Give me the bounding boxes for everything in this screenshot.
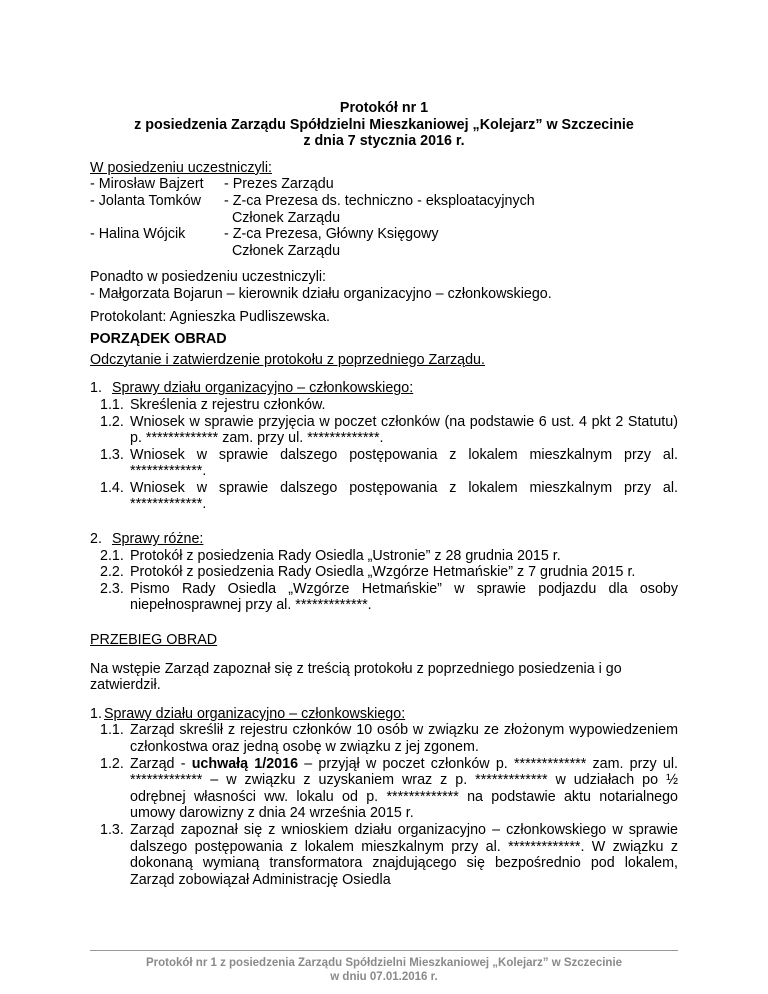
proceedings-heading: PRZEBIEG OBRAD xyxy=(90,632,218,649)
participant-row xyxy=(90,176,678,193)
resolution-post: – przyjął w poczet członków p. ************* zam. przy ul. ************* – w związku z uzyskaniem wraz z p. ************* w udziałach po ½ odrębnej własności ww. lokalu od p. ************* na podstawie aktu notarialnego umowy darowizny z dnia 24 września 2015 r. xyxy=(130,755,679,822)
participant-name: - Mirosław Bajzert xyxy=(90,176,204,193)
protocolist: Protokolant: Agnieszka Pudliszewska. xyxy=(90,308,330,325)
agenda-section xyxy=(90,531,678,548)
proceedings-item-number: 1.3. xyxy=(100,821,124,838)
participant-role: Członek Zarządu xyxy=(224,209,341,226)
proceedings-item-number: 1.1. xyxy=(100,722,124,739)
participant-role: - Prezes Zarządu xyxy=(224,176,334,193)
agenda-item-number: 2.2. xyxy=(100,564,124,581)
participant-role: - Z-ca Prezesa, Główny Księgowy xyxy=(224,226,439,243)
proceedings-item xyxy=(100,722,678,755)
title-line-1: Protokół nr 1 xyxy=(339,100,429,116)
agenda-item-number: 1.4. xyxy=(100,479,124,496)
also-heading: Ponadto w posiedzeniu uczestniczyli: xyxy=(90,269,327,286)
agenda-section-number: 1. xyxy=(90,380,102,397)
participant-name: - Jolanta Tomków xyxy=(90,192,201,209)
proceedings-intro: Na wstępie Zarząd zapoznał się z treścią protokołu z poprzedniego posiedzenia i go zatwierdził. xyxy=(90,660,622,694)
participant-row xyxy=(90,226,678,259)
proceedings-item xyxy=(100,756,678,822)
page-footer xyxy=(90,956,678,984)
agenda-item-text: Wniosek w sprawie dalszego postępowania z lokalem mieszkalnym przy al. *************. xyxy=(130,479,678,513)
agenda-item-text: Pismo Rady Osiedla „Wzgórze Hetmańskie” w sprawie podjazdu dla osoby niepełnosprawnej przy al. *************. xyxy=(130,580,678,614)
agenda-item xyxy=(100,581,678,614)
agenda-item xyxy=(100,564,678,581)
document-title xyxy=(90,100,678,150)
agenda-section-number: 2. xyxy=(90,531,102,548)
agenda-item-text: Wniosek w sprawie przyjęcia w poczet członków (na podstawie 6 ust. 4 pkt 2 Statutu) p. ************* zam. przy ul. *************. xyxy=(130,413,678,447)
resolution-pre: Zarząd - xyxy=(130,755,192,772)
participants-heading: W posiedzeniu uczestniczyli: xyxy=(90,159,272,176)
agenda-section-title: Sprawy działu organizacyjno – członkowskiego: xyxy=(112,380,414,397)
title-line-3: z dnia 7 stycznia 2016 r. xyxy=(303,133,465,150)
title-line-2: z posiedzenia Zarządu Spółdzielni Mieszkaniowej „Kolejarz” w Szczecinie xyxy=(134,116,634,133)
agenda-section-title: Sprawy różne: xyxy=(112,531,204,548)
agenda-item xyxy=(100,548,678,565)
document-content xyxy=(90,100,678,888)
agenda-item-number: 1.1. xyxy=(100,396,124,413)
agenda-intro: Odczytanie i zatwierdzenie protokołu z poprzedniego Zarządu. xyxy=(90,351,485,368)
agenda-item-text: Skreślenia z rejestru członków. xyxy=(130,396,326,413)
agenda-item xyxy=(100,397,678,414)
proceedings-item-text xyxy=(130,756,678,822)
proceedings-item xyxy=(100,822,678,888)
participant-role: Członek Zarządu xyxy=(224,242,341,259)
agenda-item-number: 1.2. xyxy=(100,413,124,430)
participant-role: - Z-ca Prezesa ds. techniczno - eksploatacyjnych xyxy=(224,192,535,209)
agenda-heading: PORZĄDEK OBRAD xyxy=(90,331,227,348)
resolution-number: uchwałą 1/2016 xyxy=(191,755,299,772)
footer-line-1: Protokół nr 1 z posiedzenia Zarządu Spółdzielni Mieszkaniowej „Kolejarz” w Szczecinie xyxy=(145,957,623,969)
agenda-item xyxy=(100,480,678,513)
participant-name: - Halina Wójcik xyxy=(90,226,186,243)
also-line: - Małgorzata Bojarun – kierownik działu organizacyjno – członkowskiego. xyxy=(90,285,552,302)
agenda-item-number: 2.3. xyxy=(100,580,124,597)
footer-line-2: w dniu 07.01.2016 r. xyxy=(330,971,438,983)
agenda-item-text: Wniosek w sprawie dalszego postępowania z lokalem mieszkalnym przy al. *************. xyxy=(130,446,678,480)
footer-divider xyxy=(90,950,678,951)
agenda-item-text: Protokół z posiedzenia Rady Osiedla „Ustronie” z 28 grudnia 2015 r. xyxy=(130,547,561,564)
agenda-item-number: 2.1. xyxy=(100,547,124,564)
agenda-section xyxy=(90,380,678,397)
proceedings-section-number: 1. xyxy=(90,705,102,722)
proceedings-item-text: Zarząd zapoznał się z wnioskiem działu organizacyjno – członkowskiego w sprawie dalszego postępowania z lokalem mieszkalnym przy al. *************. W związku z dokonaną wymianą transformatora znajdującego się bezpośrednio pod lokalem, Zarząd zobowiązał Administrację Osiedla xyxy=(130,821,678,888)
agenda-item xyxy=(100,447,678,480)
participant-row xyxy=(90,193,678,226)
proceedings-item-number: 1.2. xyxy=(100,755,124,772)
proceedings-section xyxy=(90,706,678,723)
agenda-item xyxy=(100,414,678,447)
proceedings-section-title: Sprawy działu organizacyjno – członkowskiego: xyxy=(104,705,406,722)
proceedings-item-text: Zarząd skreślił z rejestru członków 10 osób w związku ze złożonym wypowiedzeniem członkostwa oraz jedną osobę w związku z jej zgonem. xyxy=(130,722,678,755)
agenda-item-number: 1.3. xyxy=(100,446,124,463)
agenda-item-text: Protokół z posiedzenia Rady Osiedla „Wzgórze Hetmańskie” z 7 grudnia 2015 r. xyxy=(130,564,636,581)
participants-list xyxy=(90,176,678,259)
